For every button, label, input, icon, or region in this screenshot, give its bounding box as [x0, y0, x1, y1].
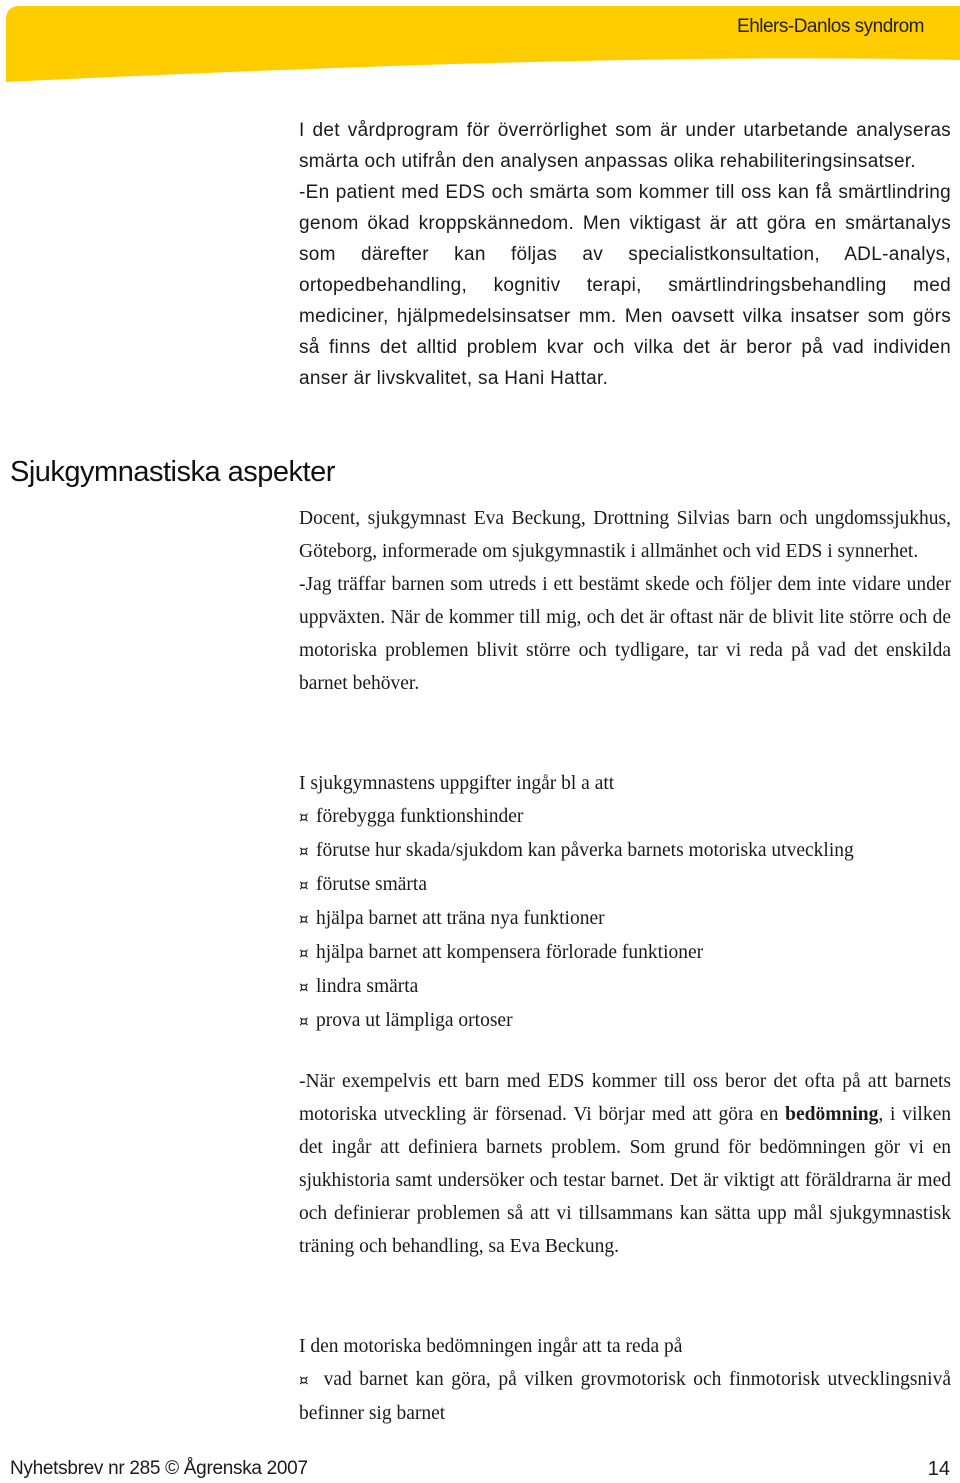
header-title: Ehlers-Danlos syndrom — [737, 16, 924, 37]
bullet-icon: ¤ — [299, 842, 309, 860]
bullet-icon: ¤ — [299, 808, 309, 826]
list-item-text: vad barnet kan göra, på vilken grovmotorisk och finmotorisk utvecklingsnivå befinner sig barnet — [299, 1369, 952, 1424]
list-item — [299, 800, 951, 834]
bullet-icon: ¤ — [299, 1371, 309, 1389]
motor-lead: I den motoriska bedömningen ingår att ta reda på — [299, 1336, 683, 1357]
section-quote: -Jag träffar barnen som utreds i ett bestämt skede och följer dem inte vidare under uppväxten. När de kommer till mig, och det är oftast när de blivit lite större och de motoriska problemen blivit större och tydligare, tar vi reda på vad det enskilda barnet behöver. — [299, 574, 951, 694]
bullet-icon: ¤ — [299, 978, 309, 996]
list-item — [299, 868, 951, 902]
page-number: 14 — [927, 1458, 950, 1480]
assessment-text-1: -När exempelvis ett barn med EDS kommer till oss beror det ofta på att barnets motoriska utveckling är försenad. Vi börjar med att göra en — [299, 1071, 951, 1125]
section-body — [299, 502, 951, 700]
intro-block — [299, 115, 951, 394]
list-item-text: lindra smärta — [316, 976, 419, 997]
tasks-block — [299, 767, 951, 1038]
list-item — [299, 1004, 951, 1038]
section-intro: Docent, sjukgymnast Eva Beckung, Drottning Silvias barn och ungdomssjukhus, Göteborg, informerade om sjukgymnastik i allmänhet och vid EDS i synnerhet. — [299, 508, 951, 562]
list-item — [299, 834, 951, 868]
list-item — [299, 936, 951, 970]
assessment-block — [299, 1065, 951, 1263]
intro-quote: -En patient med EDS och smärta som kommer till oss kan få smärtlindring genom ökad kroppskännedom. Men viktigast är att göra en smärtanalys som därefter kan följas av specialistkonsultation, ADL-analys, ortopedbehandling, kognitiv terapi, smärtlindringsbehandling med mediciner, hjälpmedelsinsatser mm. Men oavsett vilka insatser som görs så finns det alltid problem kvar och vilka det är beror på vad individen anser är livskvalitet, sa Hani Hattar. — [299, 182, 951, 389]
list-item-text: prova ut lämpliga ortoser — [316, 1010, 513, 1031]
bullet-icon: ¤ — [299, 876, 309, 894]
motor-block — [299, 1330, 951, 1430]
assessment-paragraph — [299, 1065, 951, 1263]
list-item-text: förebygga funktionshinder — [316, 806, 524, 827]
header-band — [0, 0, 960, 90]
list-item-text: hjälpa barnet att träna nya funktioner — [316, 908, 605, 929]
bullet-icon: ¤ — [299, 910, 309, 928]
list-item — [299, 970, 951, 1004]
assessment-bold-term: bedömning — [785, 1104, 879, 1125]
header-band-shape — [0, 0, 960, 90]
assessment-text-2: , i vilken det ingår att definiera barnets problem. Som grund för bedömningen gör vi en sjukhistoria samt undersöker och testar barnet. Det är viktigt att föräldrarna är med och definierar problemen så att vi tillsammans kan sätta upp mål sjukgymnastisk träning och behandling, sa Eva Beckung. — [299, 1104, 951, 1257]
bullet-icon: ¤ — [299, 944, 309, 962]
list-item-text: förutse smärta — [316, 874, 428, 895]
footer-newsletter: Nyhetsbrev nr 285 © Ågrenska 2007 — [10, 1458, 308, 1479]
list-item — [299, 902, 951, 936]
list-item — [299, 1363, 951, 1430]
tasks-lead: I sjukgymnastens uppgifter ingår bl a att — [299, 773, 615, 794]
list-item-text: hjälpa barnet att kompensera förlorade funktioner — [316, 942, 704, 963]
bullet-icon: ¤ — [299, 1012, 309, 1030]
intro-paragraph: I det vårdprogram för överrörlighet som är under utarbetande analyseras smärta och utifrån den analysen anpassas olika rehabiliteringsinsatser. — [299, 120, 951, 172]
tasks-list — [299, 800, 951, 1038]
list-item-text: förutse hur skada/sjukdom kan påverka barnets motoriska utveckling — [316, 840, 854, 861]
section-heading: Sjukgymnastiska aspekter — [10, 456, 335, 488]
